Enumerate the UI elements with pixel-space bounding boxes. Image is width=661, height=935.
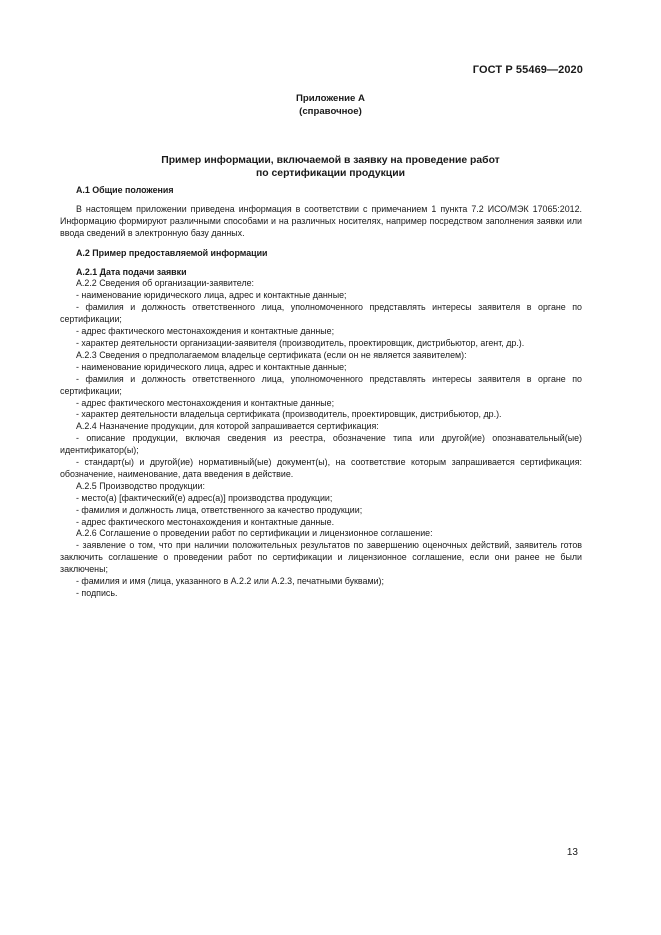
list-item: - адрес фактического местонахождения и контактные данные;: [76, 326, 335, 337]
list-item: - адрес фактического местонахождения и контактные данные;: [76, 397, 335, 408]
list-item: - стандарт(ы) и другой(ие) нормативный(ые) документ(ы), на соответствие которым запрашивается сертификация: обозначение, наименование, дата введения в действие.: [60, 457, 582, 479]
section-heading-a1: А.1 Общие положения: [76, 185, 174, 195]
list-item: - наименование юридического лица, адрес и контактные данные;: [76, 361, 347, 372]
document-body: [60, 185, 582, 600]
section-a1-paragraph: В настоящем приложении приведена информация в соответствии с примечанием 1 пункта 7.2 ИСО/МЭК 17065:2012. Информацию формируют различными способами и на различных носителях, например посредством заполнения заявки или ввода сведений в электронную базу данных.: [60, 203, 582, 238]
standard-number: ГОСТ Р 55469—2020: [472, 64, 583, 76]
subsection-a25: А.2.5 Производство продукции:: [76, 480, 205, 491]
document-title-line-1: Пример информации, включаемой в заявку на проведение работ: [161, 155, 500, 166]
list-item: - описание продукции, включая сведения из реестра, обозначение типа или другой(ие) опознавательный(ые) идентификатор(ы);: [60, 433, 582, 456]
list-item: - характер деятельности владельца сертификата (производитель, проектировщик, дистрибьютор, др.).: [76, 409, 502, 420]
section-heading-a2: А.2 Пример предоставляемой информации: [76, 247, 268, 258]
subsection-a21: А.2.1 Дата подачи заявки: [76, 266, 187, 277]
list-item: - фамилия и должность ответственного лица, уполномоченного представлять интересы заявителя в органе по сертификации;: [60, 302, 582, 325]
list-item: - заявление о том, что при наличии положительных результатов по завершению оценочных действий, заявитель готов заключить соглашение о проведении работ по сертификации и лицензионное соглашение, если они ранее не были заключены;: [60, 540, 582, 575]
list-item: - адрес фактического местонахождения и контактные данные.: [76, 516, 335, 527]
subsection-a22: А.2.2 Сведения об организации-заявителе:: [76, 278, 255, 289]
list-item: - наименование юридического лица, адрес и контактные данные;: [76, 290, 347, 301]
list-item: - место(а) [фактический(е) адрес(а)] производства продукции;: [76, 492, 333, 503]
list-item: - фамилия и должность ответственного лица, уполномоченного представлять интересы заявителя в органе по сертификации;: [60, 373, 582, 396]
list-item: - характер деятельности организации-заявителя (производитель, проектировщик, дистрибьютор, агент, др.).: [76, 337, 525, 348]
appendix-heading: [0, 93, 661, 118]
list-item: - фамилия и должность лица, ответственного за качество продукции;: [76, 504, 363, 515]
list-item: - фамилия и имя (лица, указанного в А.2.2 или А.2.3, печатными буквами);: [76, 576, 384, 587]
subsection-a24: А.2.4 Назначение продукции, для которой запрашивается сертификация:: [76, 421, 379, 432]
subsection-a23: А.2.3 Сведения о предполагаемом владельце сертификата (если он не является заявителем):: [76, 349, 467, 360]
page-number: 13: [566, 847, 578, 858]
list-item: - подпись.: [76, 588, 118, 598]
appendix-title: Приложение А: [296, 93, 365, 104]
document-title: [0, 154, 661, 180]
appendix-subtitle: (справочное): [299, 105, 362, 117]
subsection-a26: А.2.6 Соглашение о проведении работ по сертификации и лицензионное соглашение:: [76, 528, 433, 539]
document-title-line-2: по сертификации продукции: [256, 168, 405, 179]
